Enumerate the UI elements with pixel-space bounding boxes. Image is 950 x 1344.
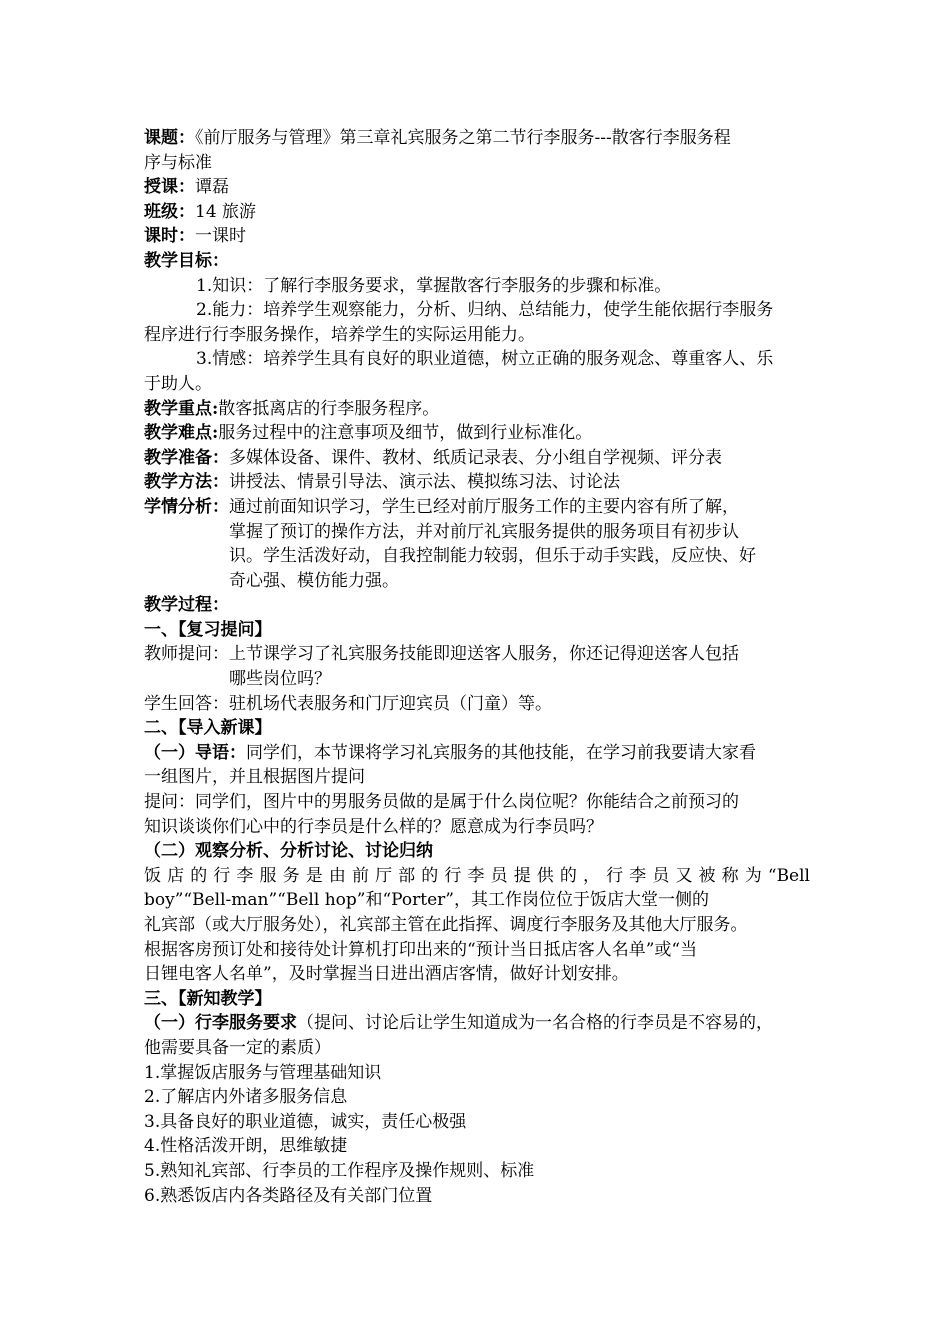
observe-heading: （二）观察分析、分析讨论、讨论归纳 bbox=[144, 841, 433, 862]
requirements-label: （一）行李服务要求 bbox=[144, 1013, 297, 1034]
requirements-heading-line bbox=[144, 1011, 810, 1036]
student-answer bbox=[144, 692, 810, 717]
requirement-item: 1.掌握饭店服务与管理基础知识 bbox=[144, 1062, 382, 1083]
teacher-line bbox=[144, 175, 810, 200]
teacher-name: 谭磊 bbox=[195, 177, 229, 198]
preparation-label: 教学准备： bbox=[144, 447, 229, 468]
objective-emotion: 3.情感：培养学生具有良好的职业道德，树立正确的服务观念、尊重客人、乐 bbox=[196, 349, 774, 370]
difficulties-text: 服务过程中的注意事项及细节，做到行业标准化。 bbox=[218, 423, 593, 444]
hours-value: 一课时 bbox=[195, 226, 246, 247]
requirement-item: 5.熟知礼宾部、行李员的工作程序及操作规则、标准 bbox=[144, 1160, 535, 1181]
title-line-2: 序与标准 bbox=[144, 152, 212, 173]
student-answer-text: 驻机场代表服务和门厅迎宾员（门童）等。 bbox=[229, 693, 552, 714]
methods-text: 讲授法、情景引导法、演示法、模拟练习法、讨论法 bbox=[229, 472, 620, 493]
requirements-note-cont: 他需要具备一定的素质） bbox=[144, 1037, 331, 1058]
student-answer-label: 学生回答： bbox=[144, 693, 229, 714]
intro-label: （一）导语： bbox=[144, 742, 246, 763]
process-heading: 教学过程： bbox=[144, 595, 229, 616]
key-points-line bbox=[144, 397, 810, 422]
objective-knowledge: 1.知识：了解行李服务要求，掌握散客行李服务的步骤和标准。 bbox=[196, 275, 672, 296]
methods-line bbox=[144, 470, 810, 495]
title-label: 课题： bbox=[144, 128, 195, 148]
requirement-item: 2.了解店内外诸多服务信息 bbox=[144, 1087, 348, 1108]
analysis-text bbox=[229, 495, 810, 593]
methods-label: 教学方法： bbox=[144, 472, 229, 493]
section-intro-heading: 二、【导入新课】 bbox=[144, 718, 272, 739]
hours-line bbox=[144, 224, 810, 249]
analysis-line: 通过前面知识学习，学生已经对前厅服务工作的主要内容有所了解， bbox=[229, 496, 739, 517]
hours-label: 课时： bbox=[144, 226, 195, 247]
objectives-heading: 教学目标： bbox=[144, 250, 229, 271]
objective-emotion-cont: 于助人。 bbox=[144, 373, 212, 394]
title-text: 《前厅服务与管理》第三章礼宾服务之第二节行李服务---散客行李服务程 bbox=[195, 128, 731, 148]
intro-line bbox=[144, 741, 810, 766]
bellboy-paragraph-line: 根据客房预订处和接待处计算机打印出来的“预计当日抵店客人名单”或“当 bbox=[144, 939, 698, 960]
difficulties-label: 教学难点: bbox=[144, 423, 219, 444]
bellboy-paragraph-line: 礼宾部（或大厅服务处），礼宾部主管在此指挥、调度行李服务及其他大厅服务。 bbox=[144, 915, 748, 935]
analysis-label: 学情分析： bbox=[144, 496, 229, 517]
intro-text: 同学们，本节课将学习礼宾服务的其他技能，在学习前我要请大家看 bbox=[246, 742, 756, 763]
question-line-2: 知识谈谈你们心中的行李员是什么样的？愿意成为行李员吗？ bbox=[144, 816, 603, 837]
teacher-label: 授课： bbox=[144, 177, 195, 198]
class-line bbox=[144, 200, 810, 225]
key-points-text: 散客抵离店的行李服务程序。 bbox=[218, 398, 440, 419]
objective-ability-cont: 程序进行行李服务操作，培养学生的实际运用能力。 bbox=[144, 324, 535, 345]
teacher-question-line: 哪些岗位吗？ bbox=[229, 669, 331, 690]
lesson-plan bbox=[144, 126, 810, 1208]
analysis-line: 识。学生活泼好动，自我控制能力较弱，但乐于动手实践，反应快、好 bbox=[229, 546, 756, 567]
requirement-item: 6.熟悉饭店内各类路径及有关部门位置 bbox=[144, 1185, 433, 1206]
requirement-item: 4.性格活泼开朗，思维敏捷 bbox=[144, 1136, 348, 1157]
preparation-line bbox=[144, 446, 810, 471]
analysis-line: 掌握了预订的操作方法，并对前厅礼宾服务提供的服务项目有初步认 bbox=[229, 521, 739, 542]
analysis-line: 奇心强、模仿能力强。 bbox=[229, 570, 399, 591]
question-line: 提问：同学们，图片中的男服务员做的是属于什么岗位呢？你能结合之前预习的 bbox=[144, 792, 739, 813]
teacher-question-line: 上节课学习了礼宾服务技能即迎送客人服务，你还记得迎送客人包括 bbox=[229, 644, 739, 665]
requirements-note: （提问、讨论后让学生知道成为一名合格的行李员是不容易的， bbox=[297, 1013, 773, 1034]
requirement-item: 3.具备良好的职业道德，诚实，责任心极强 bbox=[144, 1111, 467, 1132]
class-label: 班级： bbox=[144, 201, 195, 222]
preparation-text: 多媒体设备、课件、教材、纸质记录表、分小组自学视频、评分表 bbox=[229, 447, 722, 468]
teacher-question-label: 教师提问： bbox=[144, 644, 229, 665]
bellboy-paragraph-line: 日锂电客人名单”，及时掌握当日进出酒店客情，做好计划安排。 bbox=[144, 964, 629, 985]
key-points-label: 教学重点: bbox=[144, 398, 219, 419]
objective-ability: 2.能力：培养学生观察能力，分析、归纳、总结能力，使学生能依据行李服务 bbox=[196, 300, 774, 321]
intro-line-2: 一组图片，并且根据图片提问 bbox=[144, 767, 365, 788]
class-name: 14 旅游 bbox=[195, 201, 257, 222]
bellboy-paragraph-line: 饭店的行李服务是由前厅部的行李员提供的，行李员又被称为“Bell bbox=[144, 865, 810, 886]
teacher-question bbox=[144, 642, 810, 691]
difficulties-line bbox=[144, 421, 810, 446]
teacher-question-text bbox=[229, 642, 810, 691]
section-review-heading: 一、【复习提问】 bbox=[144, 619, 272, 640]
bellboy-paragraph-line: boy”“Bell-man”“Bell hop”和“Porter”，其工作岗位位于饭店大堂一侧的 bbox=[144, 890, 709, 911]
section-new-knowledge-heading: 三、【新知教学】 bbox=[144, 988, 272, 1009]
analysis-block bbox=[144, 495, 810, 593]
title-line bbox=[144, 126, 810, 151]
